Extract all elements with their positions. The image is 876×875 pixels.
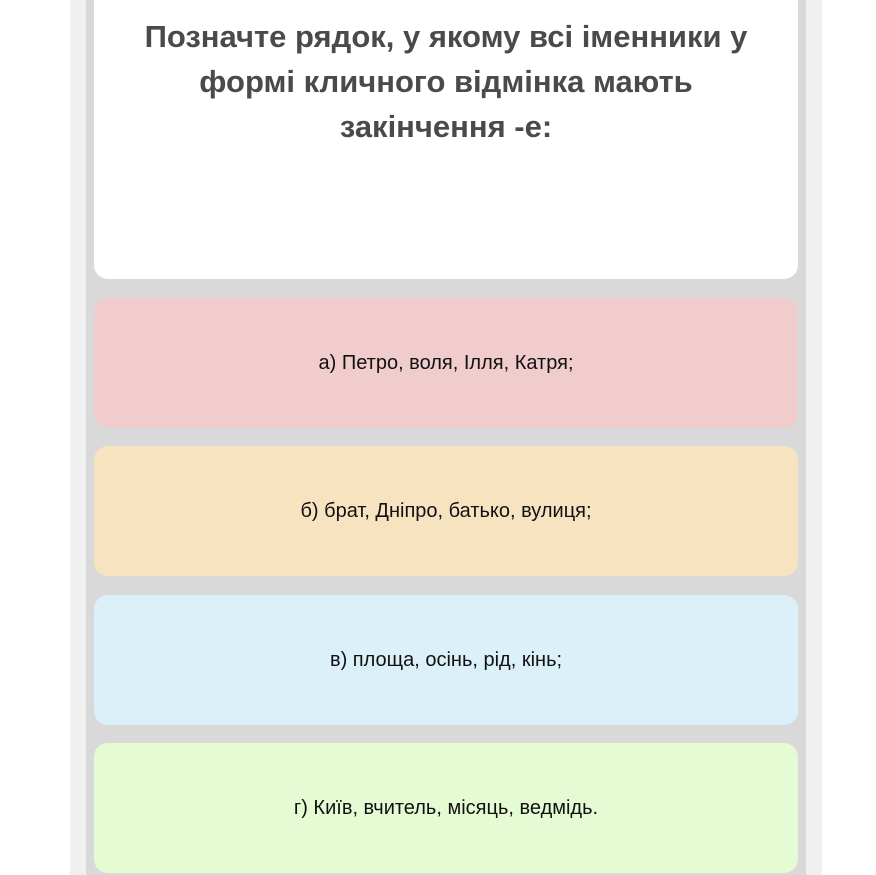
- answer-option-b[interactable]: [94, 446, 798, 576]
- answer-option-d[interactable]: [94, 743, 798, 873]
- answer-option-label: г) Київ, вчитель, місяць, ведмідь.: [293, 796, 599, 819]
- question-text: Позначте рядок, у якому всі іменники у формі кличного відмінка мають закінчення -е:: [144, 19, 748, 144]
- page-frame: [70, 0, 822, 875]
- answer-option-a[interactable]: [94, 298, 798, 428]
- answer-option-label: б) брат, Дніпро, батько, вулиця;: [300, 499, 592, 522]
- answer-option-c[interactable]: [94, 595, 798, 725]
- question-card: [94, 0, 798, 279]
- quiz-panel: [86, 0, 806, 875]
- answer-option-label: а) Петро, воля, Ілля, Катря;: [318, 351, 574, 374]
- answer-option-label: в) площа, осінь, рід, кінь;: [329, 648, 563, 671]
